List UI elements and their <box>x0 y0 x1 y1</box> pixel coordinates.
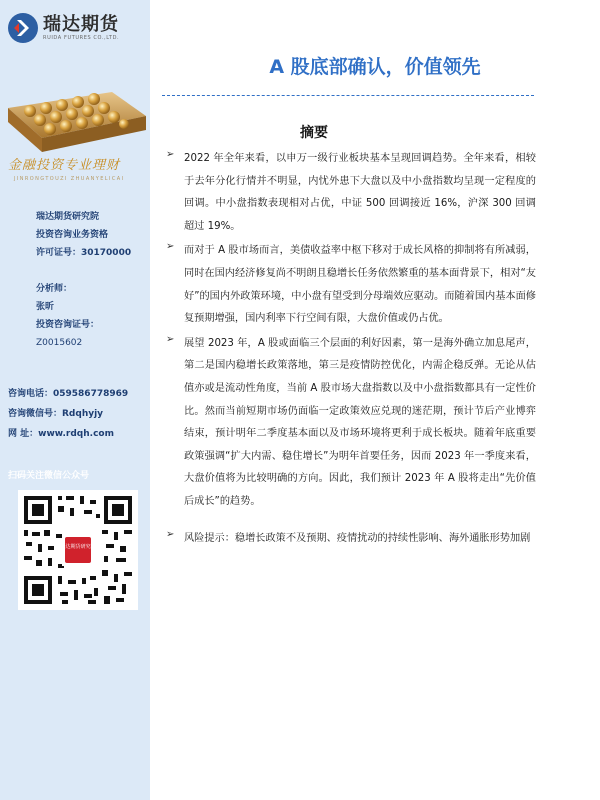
summary-text: 2022 年全年来看，以申万一级行业板块基本呈现回调趋势。全年来看，相较于去年分化行情并不明显，内忧外患下大盘以及中小盘指数均呈现一定程度的回调。中小盘指数表现相对占优，中证 500 回调接近 16%，沪深 300 回调超过 19%。 <box>184 153 536 232</box>
org-name: 瑞达期货研究院 <box>36 212 100 222</box>
slogan: 金融投资专业理财 <box>8 158 121 173</box>
company-logo <box>8 6 148 50</box>
company-name-en: RUIDA FUTURES CO.,LTD. <box>43 34 120 41</box>
company-name: 瑞达期货 <box>43 13 119 35</box>
wechat-qr-code <box>18 490 138 610</box>
org-info <box>36 208 131 262</box>
slogan-en: JINRONGTOUZI ZHUANYELICAI <box>14 176 125 182</box>
contact-info <box>8 384 128 444</box>
org-license: 许可证号：30170000 <box>36 248 132 258</box>
analyst-name: 张昕 <box>36 302 55 312</box>
arrow-bullet-icon: ➢ <box>166 333 175 345</box>
logo-emblem-icon <box>8 13 38 43</box>
contact-website: 网 址：www.rdqh.com <box>8 429 114 439</box>
org-qualification: 投资咨询业务资格 <box>36 230 109 240</box>
summary-item <box>164 333 536 514</box>
contact-phone: 咨询电话：059586778969 <box>8 389 129 399</box>
report-title: A 股底部确认，价值领先 <box>269 56 481 78</box>
summary-text: 展望 2023 年，A 股或面临三个层面的利好因素，第一是海外确立加息尾声，第二是国内稳增长政策落地，第三是疫情防控优化，内需企稳反弹。无论从估值亦或是流动性角度，当前 A 股市场大盘指数以及中小盘指数都具有一定性价比。然而当前短期市场仍面临一定政策效应兑现的迷茫期，预计节后产业博弈结束，预计明年二季度基本面以及市场环境将更利于成长板块。随着年底重要政策强调“扩大内需、稳住增长”为明年首要任务，因而 2023 年一季度来看，大盘价值将为比较明确的方向。因此，我们预计 2023 年 A 股将走出“先价值后成长”的趋势。 <box>184 337 536 507</box>
summary-item <box>164 240 536 330</box>
contact-wechat: 咨询微信号：Rdqhyjy <box>8 409 104 419</box>
arrow-bullet-icon: ➢ <box>166 528 175 540</box>
risk-item <box>164 528 536 551</box>
summary-text: 而对于 A 股市场而言，美债收益率中枢下移对于成长风格的抑制将有所减弱，同时在国内经济修复尚不明朗且稳增长任务依然繁重的基本面背景下，相对“友好”的国内外政策环境，中小盘有望受到分母端效应驱动。而随着国内基本面修复预期增强，国内利率下行空间有限，大盘价值或仍占优。 <box>184 245 536 325</box>
arrow-bullet-icon: ➢ <box>166 149 175 160</box>
qr-center-label: 瑞达期货研究院 <box>60 544 96 550</box>
summary-item <box>164 148 536 238</box>
summary-heading: 摘要 <box>300 125 328 141</box>
qr-title: 扫码关注微信公众号 <box>8 471 90 481</box>
analyst-cert-label: 投资咨询证号： <box>36 320 100 330</box>
analyst-cert-number: Z0015602 <box>36 338 83 348</box>
summary-bullets <box>164 148 536 552</box>
arrow-bullet-icon: ➢ <box>166 241 175 253</box>
title-divider <box>162 95 534 96</box>
risk-note: 风险提示：稳增长政策不及预期、疫情扰动的持续性影响、海外通胀形势加剧 <box>184 532 531 544</box>
analyst-info <box>36 280 99 352</box>
analyst-label: 分析师： <box>36 284 73 294</box>
sidebar <box>0 0 150 800</box>
